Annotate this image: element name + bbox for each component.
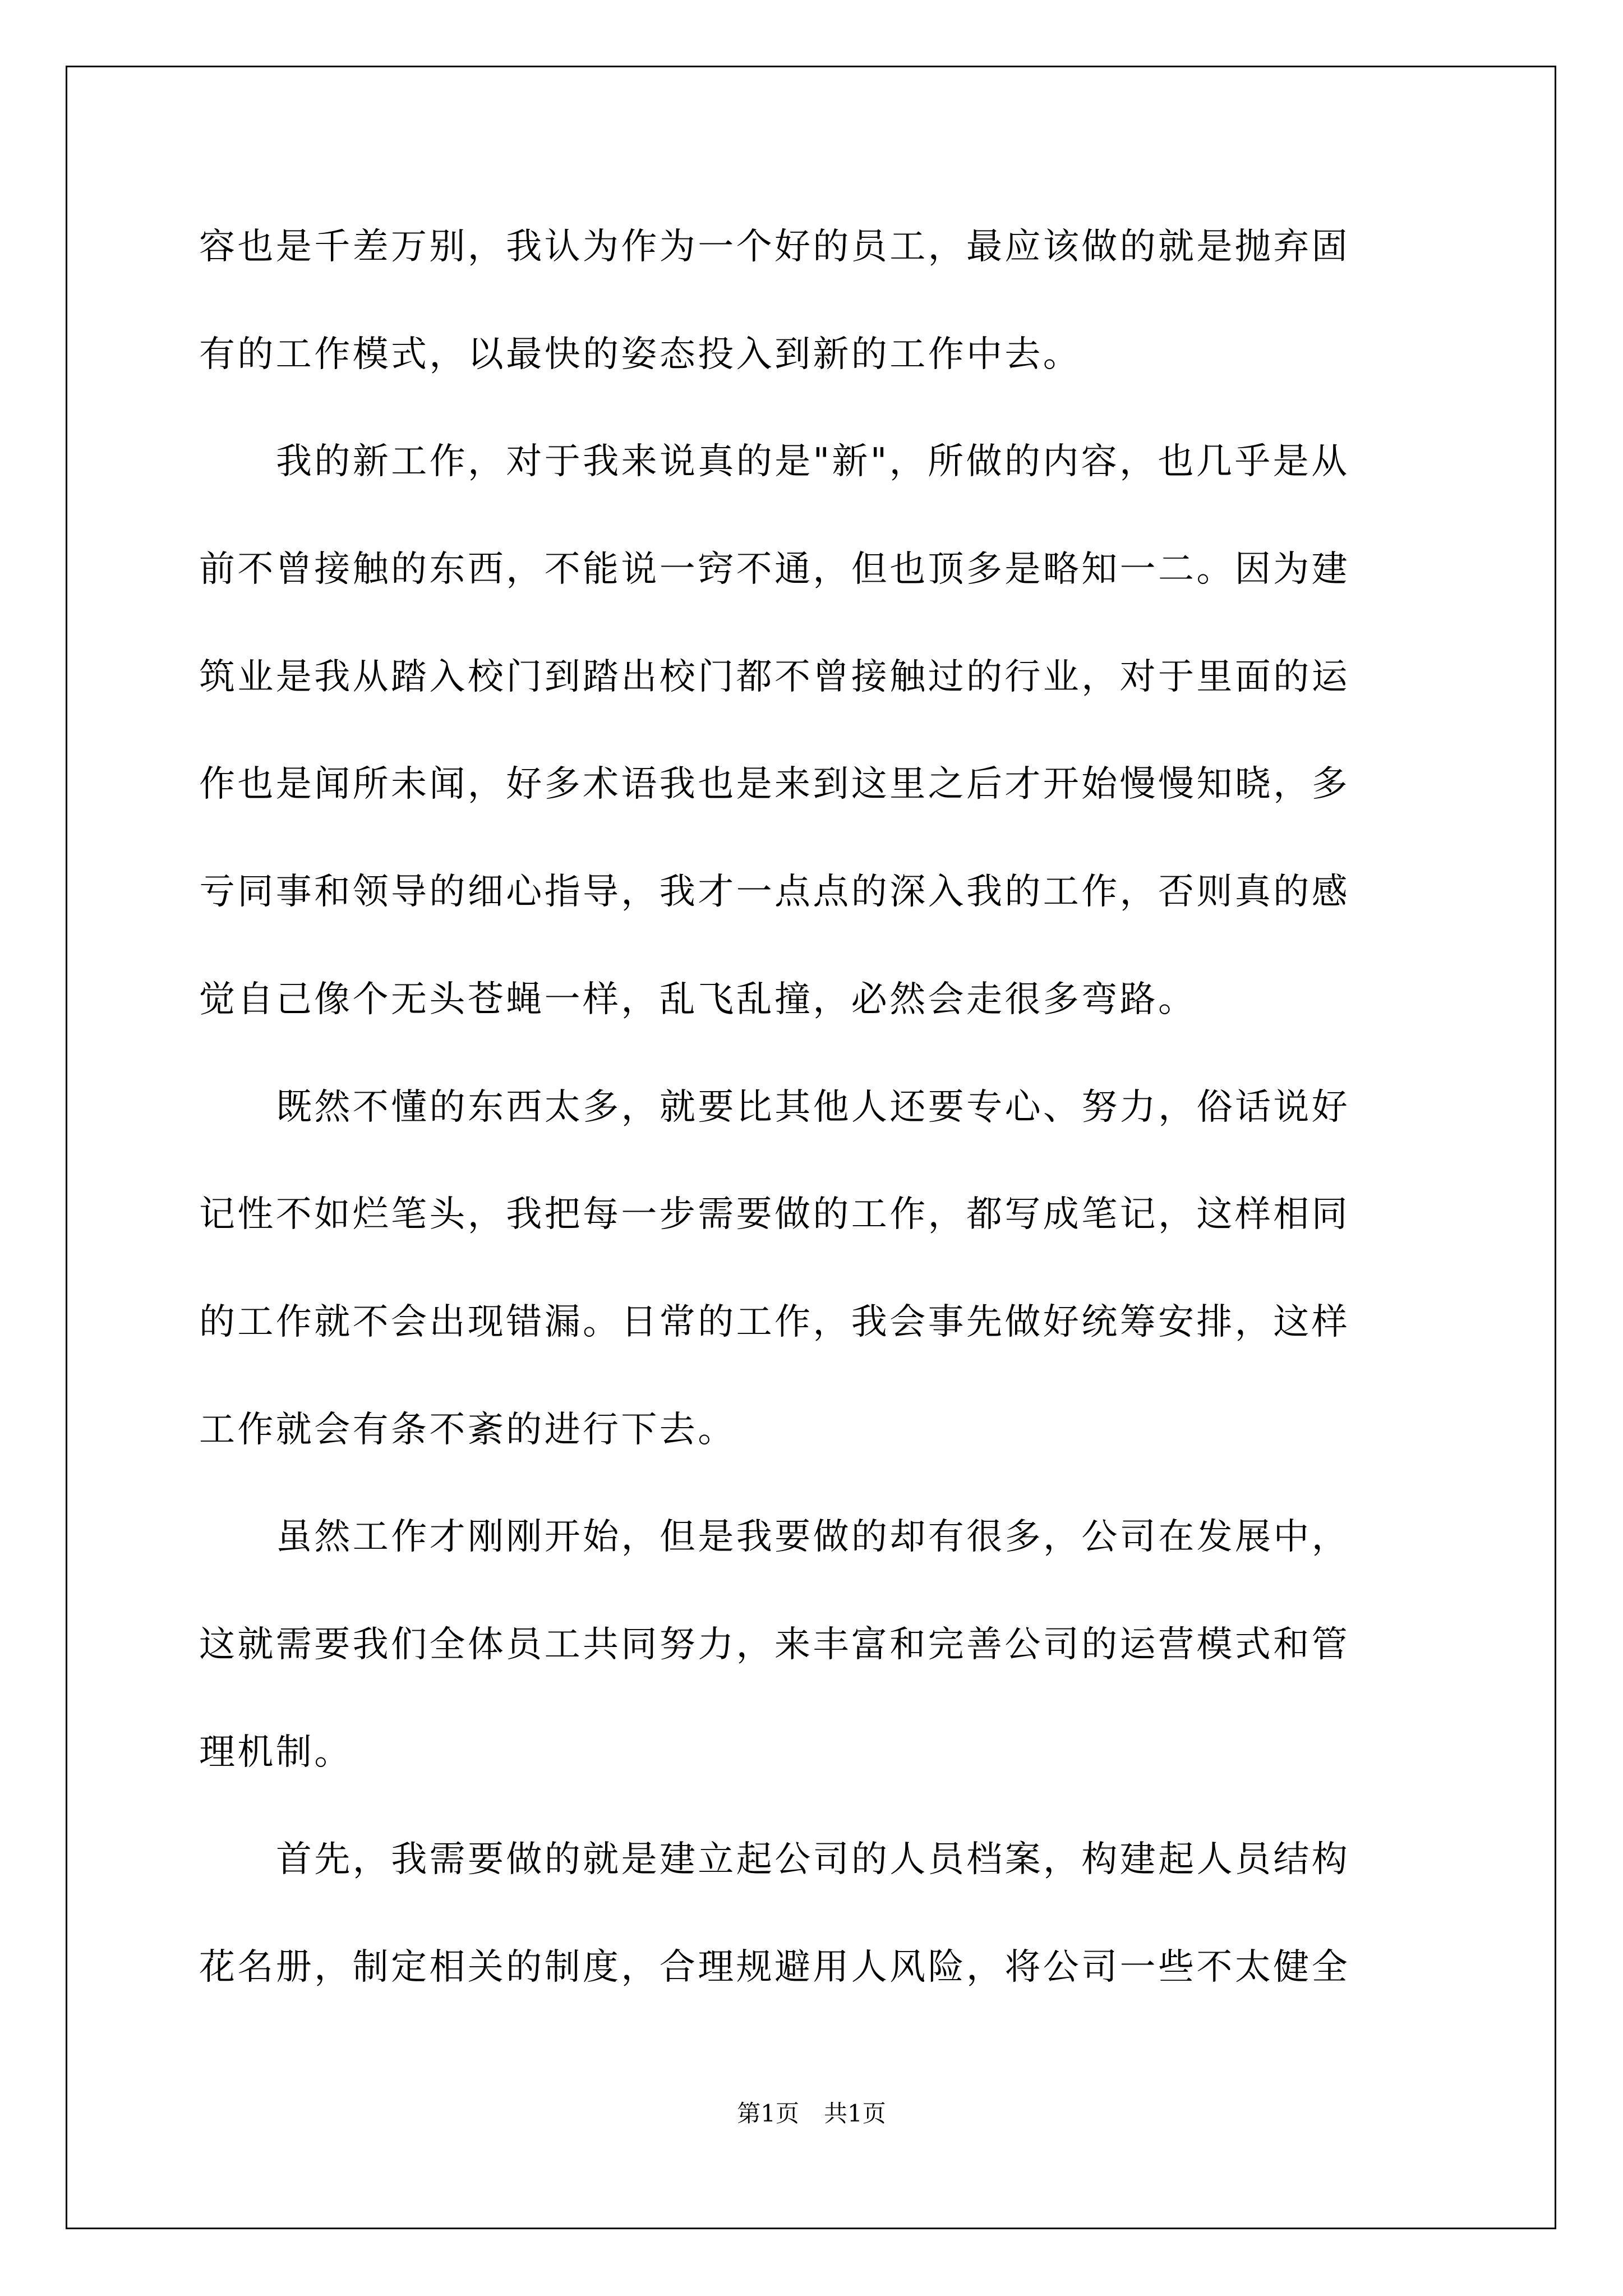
text-line: 花名册，制定相关的制度，合理规避用人风险，将公司一些不太健全 <box>199 1947 1350 1988</box>
document-body <box>199 194 1427 2022</box>
text-line: 工作就会有条不紊的进行下去。 <box>199 1409 736 1451</box>
text-line: 前不曾接触的东西，不能说一窍不通，但也顶多是略知一二。因为建 <box>199 549 1350 591</box>
paragraph-first-line: 我的新工作，对于我来说真的是"新"，所做的内容，也几乎是从 <box>276 441 1350 483</box>
text-line: 有的工作模式，以最快的姿态投入到新的工作中去。 <box>199 333 1082 375</box>
text-line: 容也是千差万别，我认为作为一个好的员工，最应该做的就是抛弃固 <box>199 226 1350 268</box>
text-line: 筑业是我从踏入校门到踏出校门都不曾接触过的行业，对于里面的运 <box>199 656 1350 698</box>
paragraph-first-line: 首先，我需要做的就是建立起公司的人员档案，构建起人员结构 <box>276 1839 1350 1881</box>
page-number: 第1页 <box>737 2100 799 2127</box>
text-line: 亏同事和领导的细心指导，我才一点点的深入我的工作，否则真的感 <box>199 871 1350 913</box>
text-line: 作也是闻所未闻，好多术语我也是来到这里之后才开始慢慢知晓，多 <box>199 763 1350 806</box>
page-footer <box>0 2095 1623 2129</box>
text-line: 的工作就不会出现错漏。日常的工作，我会事先做好统筹安排，这样 <box>199 1301 1350 1343</box>
text-line: 记性不如烂笔头，我把每一步需要做的工作，都写成笔记，这样相同 <box>199 1194 1350 1236</box>
text-line: 觉自己像个无头苍蝇一样，乱飞乱撞，必然会走很多弯路。 <box>199 978 1197 1020</box>
page-total: 共1页 <box>824 2100 886 2127</box>
paragraph-first-line: 既然不懂的东西太多，就要比其他人还要专心、努力，俗话说好 <box>276 1086 1350 1128</box>
text-line: 这就需要我们全体员工共同努力，来丰富和完善公司的运营模式和管 <box>199 1623 1350 1665</box>
text-line: 理机制。 <box>199 1731 353 1773</box>
paragraph-first-line: 虽然工作才刚刚开始，但是我要做的却有很多，公司在发展中， <box>276 1516 1350 1558</box>
